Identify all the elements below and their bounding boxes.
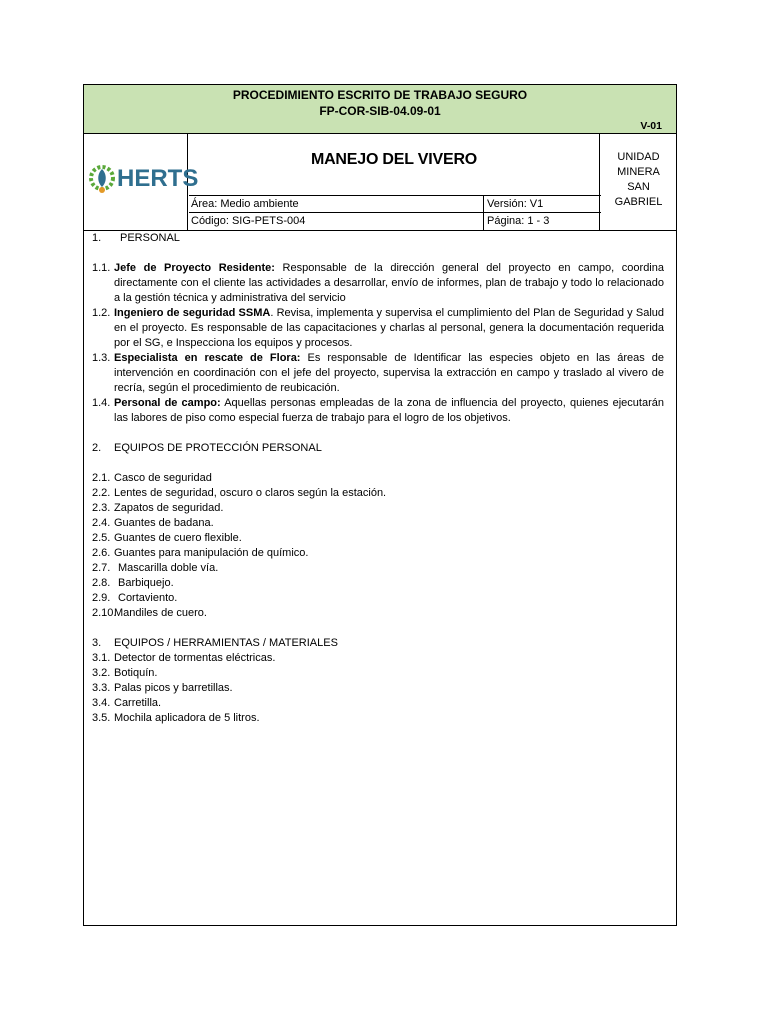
list-item: 2.10. Mandiles de cuero.	[92, 607, 207, 619]
version-code: V-01	[640, 120, 662, 132]
meta-row-area	[189, 195, 601, 212]
list-item: 2.3. Zapatos de seguridad.	[92, 502, 224, 514]
section-heading: 2. EQUIPOS DE PROTECCIÓN PERSONAL	[92, 442, 322, 454]
list-item: 3.3. Palas picos y barretillas.	[92, 682, 233, 694]
list-item: 2.1. Casco de seguridad	[92, 472, 212, 484]
list-item: 2.8. Barbiquejo.	[92, 577, 174, 589]
document-frame	[83, 84, 677, 926]
list-item: 2.4. Guantes de badana.	[92, 517, 214, 529]
list-item: 1.1. Jefe de Proyecto Residente: Responsable de la dirección general del proyecto en campo, coordina directamente con el cliente las actividades a desarrollar, envío de informes, plan de trabajo y todo lo relacionado a la gestión técnica y administrativa del servicio	[92, 262, 664, 304]
meta-row-code	[189, 212, 601, 230]
procedure-code: FP-COR-SIB-04.09-01	[319, 104, 441, 118]
list-item: 2.6. Guantes para manipulación de químico.	[92, 547, 309, 559]
list-item: 2.9. Cortaviento.	[92, 592, 178, 604]
logo-cell	[84, 134, 199, 230]
list-item: 3.5. Mochila aplicadora de 5 litros.	[92, 712, 260, 724]
unit-name: UNIDAD MINERA SAN GABRIEL	[614, 151, 663, 208]
list-item: 2.2. Lentes de seguridad, oscuro o claros según la estación.	[92, 487, 387, 499]
list-item: 3.4. Carretilla.	[92, 697, 162, 709]
herts-logo	[88, 152, 199, 204]
list-item: 2.5. Guantes de cuero flexible.	[92, 532, 242, 544]
header-band	[84, 85, 676, 134]
document-body	[92, 231, 664, 726]
document-title: MANEJO DEL VIVERO	[310, 151, 478, 168]
area-field: Área: Medio ambiente	[189, 196, 484, 212]
code-field: Código: SIG-PETS-004	[189, 213, 484, 230]
procedure-title: PROCEDIMIENTO ESCRITO DE TRABAJO SEGURO	[232, 88, 528, 102]
section-heading: 1. PERSONAL	[92, 232, 180, 244]
section-heading: 3. EQUIPOS / HERRAMIENTAS / MATERIALES	[92, 637, 338, 649]
page-field: Página: 1 - 3	[485, 213, 600, 230]
list-item: 1.3. Especialista en rescate de Flora: Es responsable de Identificar las especies objeto en las áreas de intervención en coordinación con el jefe del proyecto, supervisa la extracción en campo y traslado al vivero de recría, según el procedimiento de reubicación.	[92, 352, 664, 394]
unit-cell	[601, 134, 676, 230]
list-item: 1.2. Ingeniero de seguridad SSMA. Revisa, implementa y supervisa el cumplimiento del Plan de Seguridad y Salud en el proyecto. Es responsable de las capacitaciones y charlas al personal, genera la documentación requerida por el SG, e Inspecciona los equipos y procesos.	[92, 307, 664, 349]
list-item: 2.7. Mascarilla doble vía.	[92, 562, 219, 574]
logo-text: HERTS	[117, 165, 199, 192]
list-item: 3.2. Botiquín.	[92, 667, 158, 679]
list-item: 1.4. Personal de campo: Aquellas personas empleadas de la zona de influencia del proyecto, quienes ejecutarán las labores de piso como especial fuerza de trabajo para el logro de los objetivos.	[92, 397, 664, 424]
list-item: 3.1. Detector de tormentas eléctricas.	[92, 652, 276, 664]
title-cell	[189, 134, 600, 195]
version-field: Versión: V1	[485, 196, 600, 212]
gear-leaf-icon	[88, 152, 199, 204]
